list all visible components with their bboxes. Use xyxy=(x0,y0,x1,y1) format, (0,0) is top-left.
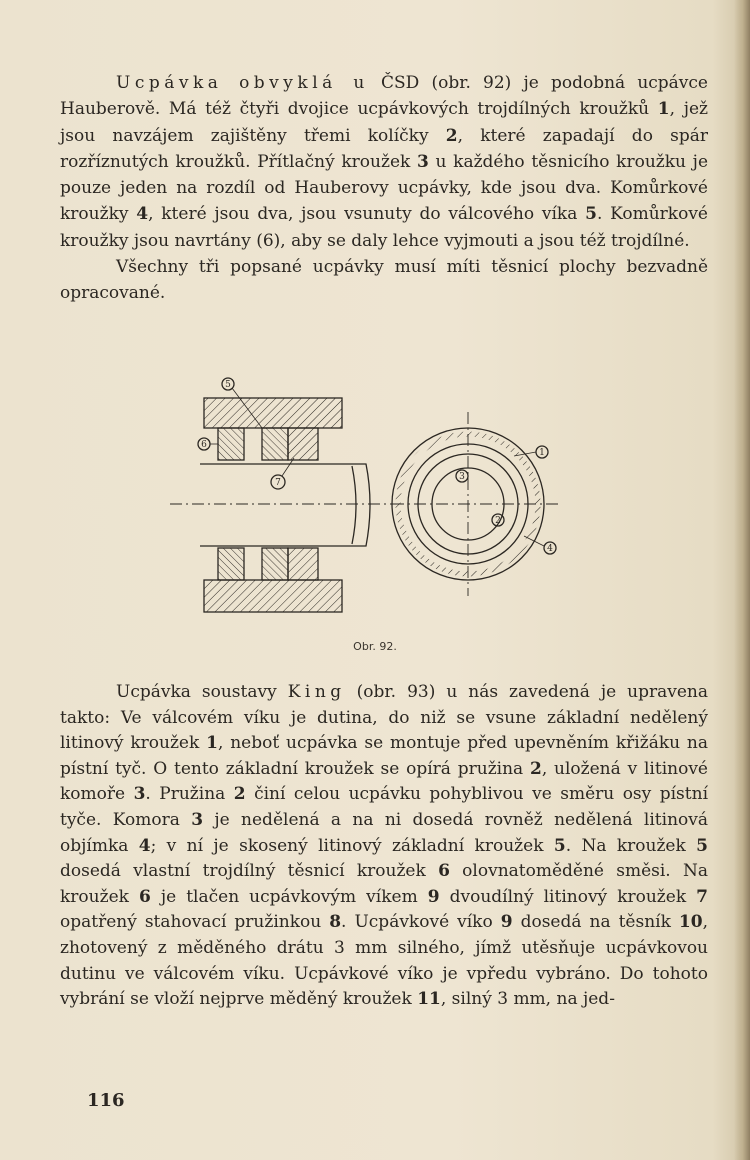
label-7: 7 xyxy=(275,478,281,488)
label-6: 6 xyxy=(201,440,207,450)
page-number: 116 xyxy=(87,1090,125,1111)
ref-number: 2 xyxy=(233,784,246,805)
ref-number: 2 xyxy=(529,758,542,779)
text-run: Ucpávka soustavy xyxy=(116,682,288,702)
upper-ring-left xyxy=(218,428,244,460)
ref-number: 9 xyxy=(500,912,513,933)
text-run: , neboť ucpávka se montuje před upevněním křižáku na pístní tyč. O tento základní kroužek se opírá pružina xyxy=(60,733,708,779)
ref-number: 3 xyxy=(417,151,429,172)
ref-number: 7 xyxy=(696,886,708,907)
label-1: 1 xyxy=(539,448,545,458)
packing-section-view xyxy=(170,378,400,612)
text-run: . Ucpávkové víko xyxy=(341,912,501,933)
label-2: 2 xyxy=(495,516,501,526)
lower-text xyxy=(60,680,708,1013)
ref-number: 8 xyxy=(329,912,342,933)
paragraph-king xyxy=(60,680,708,1013)
ref-number: 5 xyxy=(553,835,566,856)
text-run: dosedá na těsník xyxy=(512,912,679,933)
text-run: olovnatoměděné směsi. Na kroužek xyxy=(60,861,708,907)
king-spaced-text: King xyxy=(287,682,346,702)
label-3: 3 xyxy=(459,472,465,482)
lead-spaced-text: Ucpávka obvyklá u xyxy=(116,73,369,93)
lower-ring-left xyxy=(218,548,244,580)
upper-cover-hatch xyxy=(204,398,342,428)
text-run: dvoudílný litinový kroužek xyxy=(439,886,697,907)
text-run: je tlačen ucpávkovým víkem xyxy=(150,886,428,907)
ref-number: 1 xyxy=(206,733,218,754)
upper-ring-right xyxy=(288,428,318,460)
ref-number: 3 xyxy=(133,784,146,805)
ref-number: 6 xyxy=(438,861,450,882)
ref-number: 2 xyxy=(445,125,458,146)
text-run: ČSD (obr. 92) je podobná ucpávce Hauberově. Má též čtyři dvojice ucpávkových trojdílných kroužků xyxy=(60,73,708,120)
ref-number: 1 xyxy=(657,99,670,120)
text-run: , které zapadají do spár rozříznutých kroužků. Přítlačný kroužek xyxy=(60,125,708,172)
text-run: u každého těsnicího kroužku je pouze jeden na rozdíl od Hauberovy ucpávky, kde jsou dva. Komůrkové kroužky xyxy=(60,151,709,225)
text-run: (obr. 93) u nás zavedená je upravena takto: Ve válcovém víku je dutina, do niž se vsune základní nedělený litinový kroužek xyxy=(60,682,708,754)
rod-break-line xyxy=(352,466,356,544)
text-run: . Na kroužek xyxy=(565,835,697,856)
text-run: , zhotovený z měděného drátu 3 mm silného, jímž utěsňuje ucpávkovou dutinu ve válcovém víku. Ucpávkové víko je vpředu vybráno. Do tohoto vybrání se vloží nejprve měděný kroužek xyxy=(60,912,708,1010)
text-run: , které jsou dva, jsou vsunuty do válcového víka xyxy=(148,204,586,225)
figure-caption: Obr. 92. xyxy=(353,640,397,653)
lower-ring-middle xyxy=(262,548,288,580)
text-run: je nedělená a na ni dosedá rovněž nedělená litinová objímka xyxy=(60,809,709,856)
label-4: 4 xyxy=(547,544,553,554)
lower-cover-hatch xyxy=(204,580,342,612)
ref-number: 11 xyxy=(417,989,441,1010)
text-run: , jež jsou navzájem zajištěny třemi kolíčky xyxy=(60,99,708,146)
text-run: ; v ní je skosený litinový základní kroužek xyxy=(150,835,554,856)
ref-number: 5 xyxy=(696,835,708,856)
figure-92-drawing xyxy=(170,368,590,628)
ref-number: 3 xyxy=(191,809,204,830)
text-run: dosedá vlastní trojdílný těsnicí kroužek xyxy=(60,861,439,882)
packing-front-view xyxy=(392,412,562,596)
paragraph-obvykla xyxy=(60,70,708,254)
text-run: činí celou ucpávku pohyblivou ve směru osy pístní tyče. Komora xyxy=(60,784,709,830)
lower-ring-right xyxy=(288,548,318,580)
text-run: . Komůrkové kroužky jsou navrtány (6), aby se daly lehce vyjmouti a jsou též trojdílné. xyxy=(60,204,708,251)
upper-ring-middle xyxy=(262,428,288,460)
upper-text xyxy=(60,70,708,307)
text-run: , silný 3 mm, na jed- xyxy=(440,989,615,1010)
label-5: 5 xyxy=(225,380,231,390)
page-edge-shadow xyxy=(734,0,750,1160)
ref-number: 9 xyxy=(427,886,440,907)
ref-number: 10 xyxy=(678,912,703,933)
ref-number: 4 xyxy=(136,204,149,225)
text-run: , uložená v litinové komoře xyxy=(60,758,708,805)
ref-number: 5 xyxy=(585,204,597,225)
piston-rod xyxy=(200,464,370,546)
text-run: . Pružina xyxy=(145,784,234,805)
paragraph-vsechny: Všechny tři popsané ucpávky musí míti těsnicí plochy bezvadně opracované. xyxy=(60,257,708,304)
leader-7 xyxy=(282,458,294,476)
ref-number: 6 xyxy=(138,886,151,907)
ref-number: 4 xyxy=(138,835,151,856)
text-run: opatřený stahovací pružinkou xyxy=(60,912,330,933)
